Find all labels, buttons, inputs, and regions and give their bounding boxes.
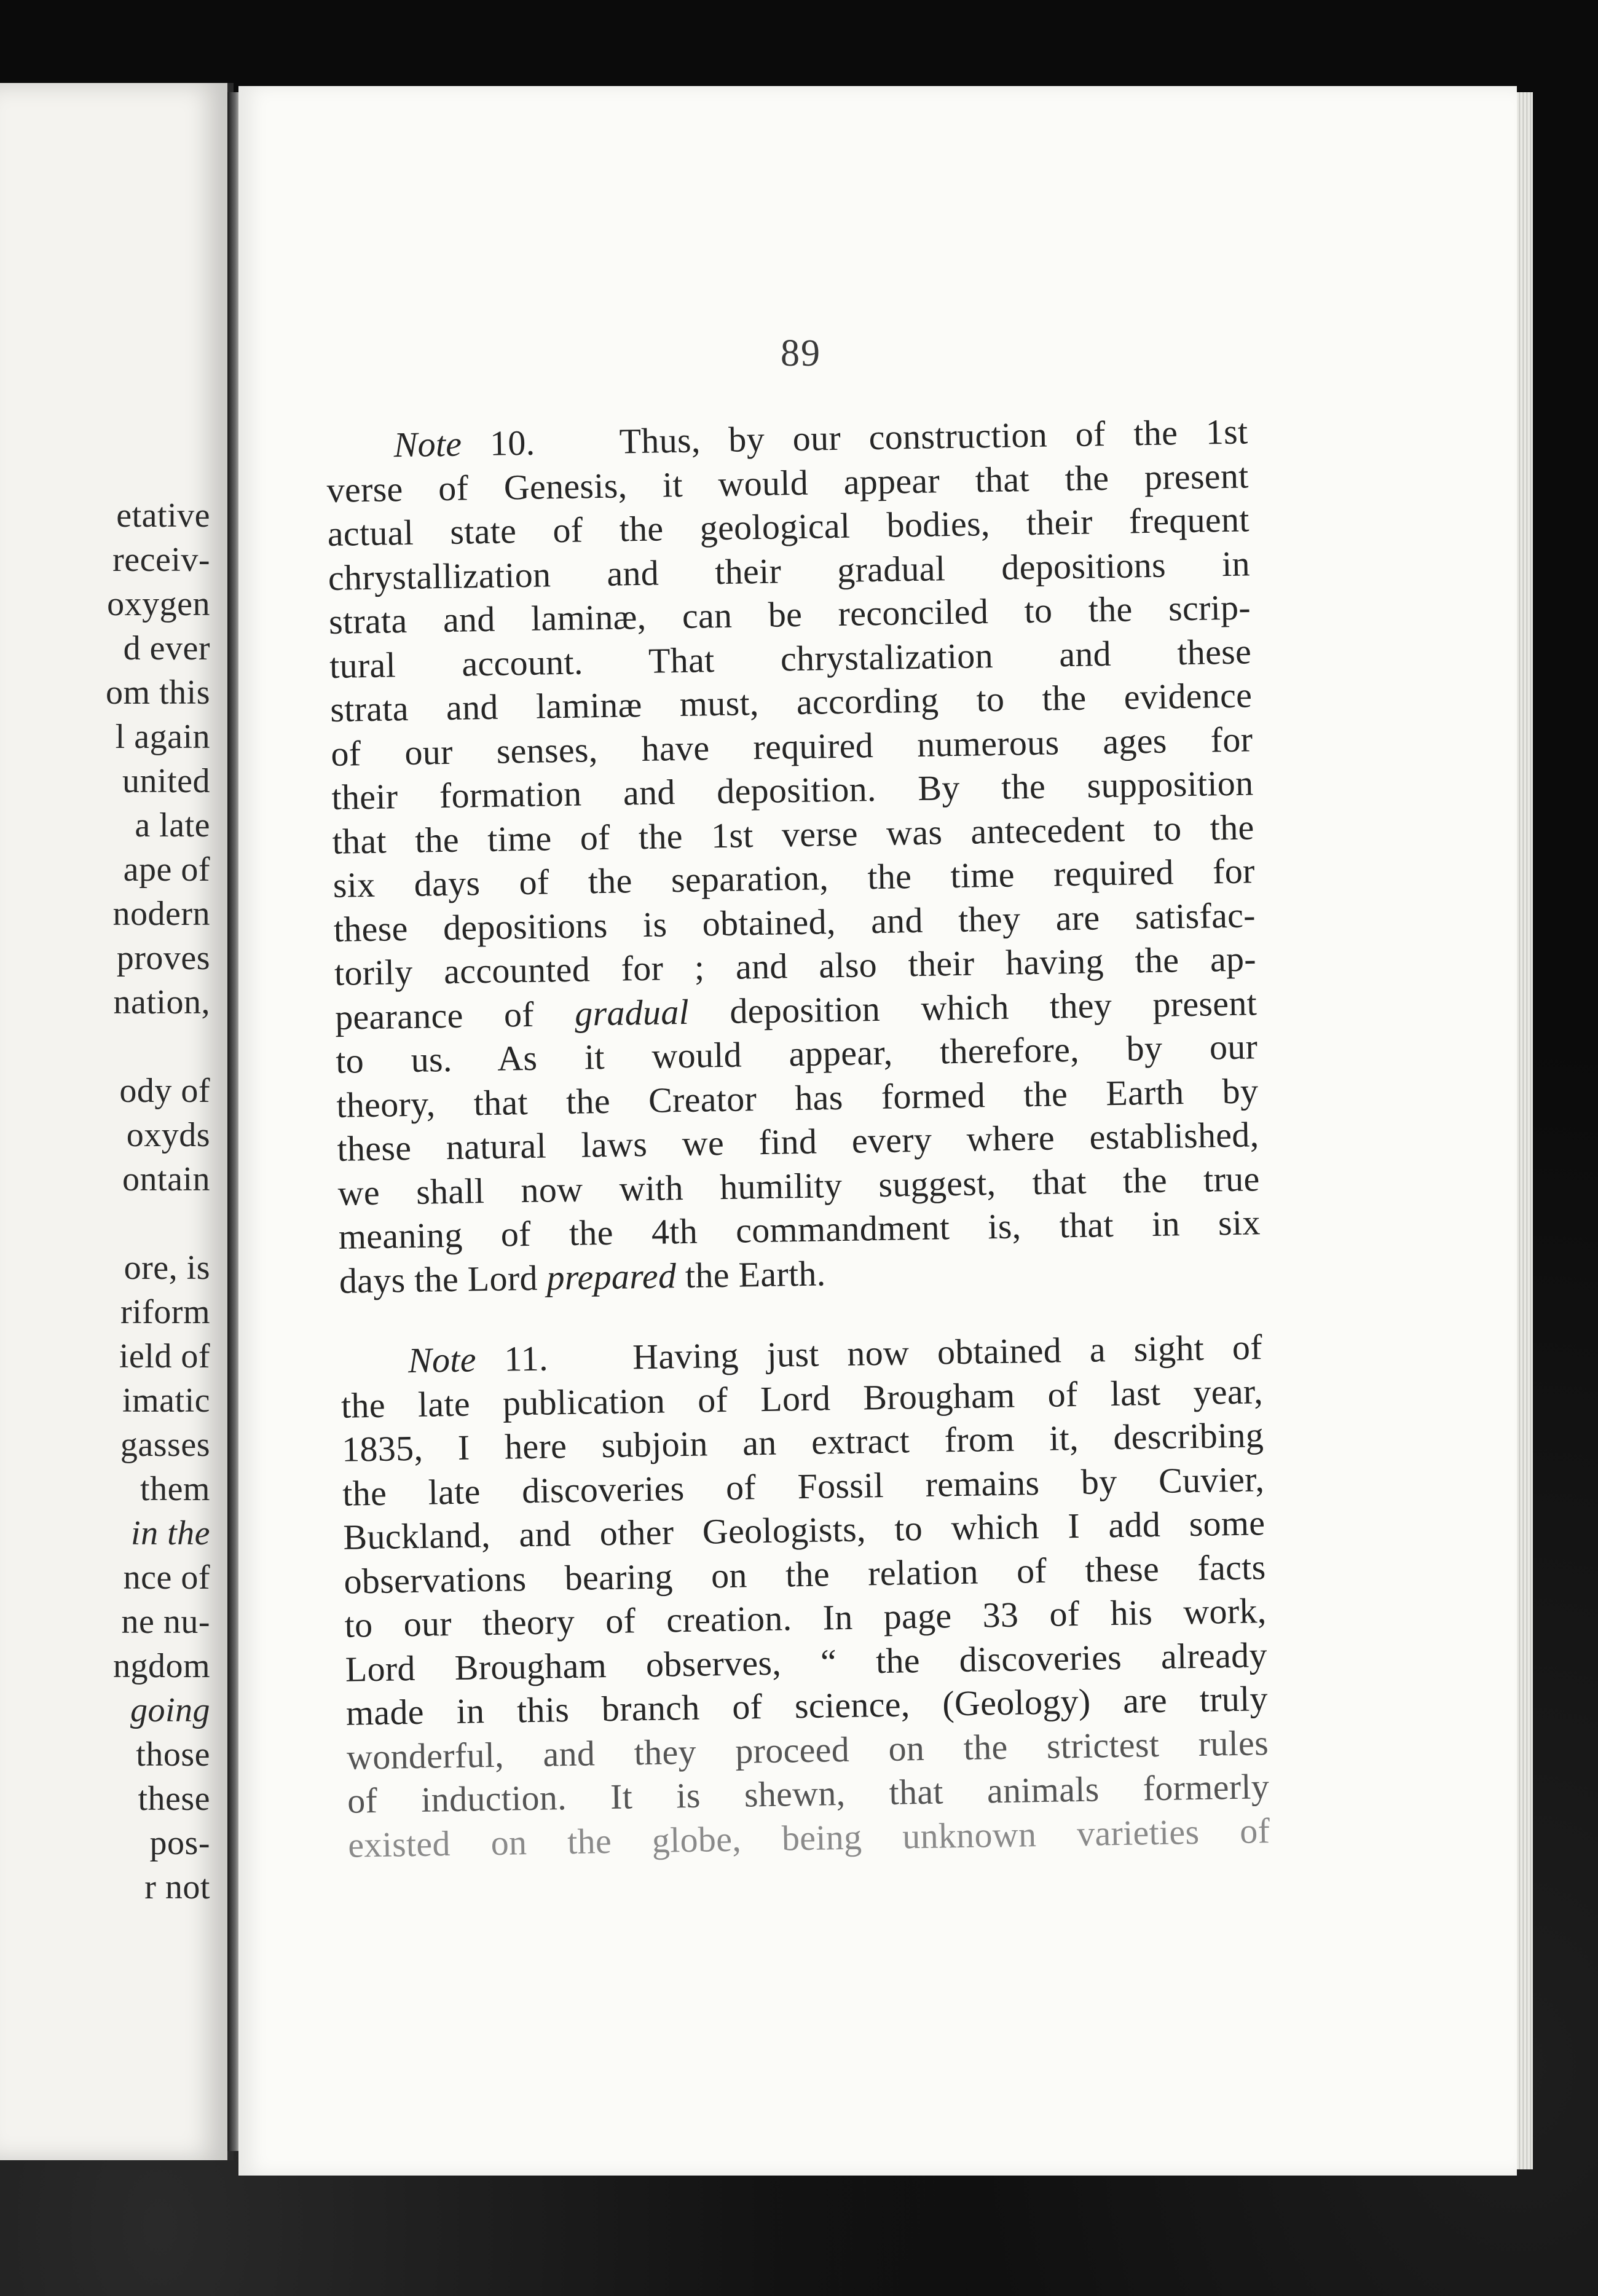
facing-line: ore, is	[124, 1249, 210, 1287]
text-line: of our senses, have required numerous ages for	[330, 718, 1253, 774]
text-line: their formation and deposition. By the supposition	[331, 763, 1254, 817]
facing-line: etative	[116, 497, 210, 535]
facing-page-fragment	[0, 83, 234, 2160]
text-line: to us. As it would appear, therefore, by our	[335, 1026, 1258, 1081]
facing-line: receiv-	[112, 541, 210, 579]
facing-line: nce of	[123, 1559, 210, 1597]
page-number: 89	[781, 332, 821, 374]
note-label: Note	[393, 423, 462, 465]
text-run: the Earth.	[675, 1252, 826, 1295]
facing-line: united	[122, 762, 210, 800]
text-run: pearance of	[334, 993, 575, 1037]
facing-page-text	[106, 493, 210, 1909]
note-number: 11.	[476, 1338, 549, 1380]
text-line: the late discoveries of Fossil remains by Cuvier,	[342, 1458, 1265, 1514]
page-edges	[1517, 92, 1533, 2169]
text-line: these natural laws we find every where established,	[337, 1114, 1259, 1169]
facing-line: these	[138, 1780, 210, 1818]
facing-line: a late	[135, 806, 210, 844]
note-text: Having just now obtained a sight of	[632, 1327, 1263, 1377]
text-line: Buckland, and other Geologists, to which I add some	[342, 1503, 1265, 1557]
facing-line: in the	[131, 1514, 210, 1552]
text-line: tural account. That chrystalization and these	[329, 631, 1252, 686]
text-line: to our theory of creation. In page 33 of his work,	[344, 1590, 1267, 1645]
facing-line: ngdom	[112, 1647, 210, 1685]
text-line: that the time of the 1st verse was antecedent to the	[332, 806, 1254, 862]
text-line: made in this branch of science, (Geology) are truly	[345, 1678, 1269, 1733]
text-line: wonderful, and they proceed on the strictest rules	[346, 1722, 1269, 1777]
text-line: torily accounted for ; and also their having the ap-	[334, 938, 1257, 993]
facing-line: proves	[116, 939, 210, 977]
facing-line: pos-	[149, 1824, 210, 1862]
text-line: theory, that the Creator has formed the Earth by	[336, 1070, 1259, 1125]
italic-word: prepared	[546, 1255, 677, 1298]
page-body	[326, 409, 1270, 1866]
text-line: existed on the globe, being unknown varieties of	[347, 1810, 1270, 1865]
facing-line: oxyds	[126, 1116, 210, 1154]
text-run: deposition which they present	[688, 982, 1258, 1032]
text-line: 1835, I here subjoin an extract from it, describing	[341, 1415, 1264, 1469]
text-line: of induction. It is shewn, that animals formerly	[347, 1766, 1270, 1821]
text-line: strata and laminæ must, according to the evidence	[329, 675, 1253, 729]
facing-line: om this	[106, 674, 210, 712]
note-label: Note	[407, 1339, 477, 1381]
text-line: actual state of the geological bodies, their frequent	[327, 499, 1250, 554]
text-line: observations bearing on the relation of these facts	[344, 1546, 1266, 1602]
text-line: six days of the separation, the time required for	[333, 851, 1256, 905]
facing-line: r not	[144, 1868, 210, 1906]
facing-line: l again	[115, 718, 210, 756]
text-line: Lord Brougham observes, “ the discoveries already	[345, 1634, 1268, 1689]
text-run: days the Lord	[339, 1257, 547, 1301]
facing-line: those	[136, 1736, 210, 1774]
facing-line: nation,	[113, 983, 210, 1021]
facing-line-gap	[106, 1024, 210, 1069]
italic-word: gradual	[574, 991, 690, 1034]
text-line: the late publication of Lord Brougham of last year,	[340, 1370, 1264, 1426]
note-text: Thus, by our construction of the 1st	[619, 411, 1248, 462]
facing-line: riform	[120, 1293, 210, 1331]
facing-line: imatic	[122, 1382, 210, 1420]
text-line: verse of Genesis, it would appear that the present	[326, 455, 1250, 510]
facing-line: ne nu-	[121, 1603, 210, 1641]
facing-line: ield of	[119, 1337, 210, 1375]
facing-line: going	[130, 1691, 210, 1729]
note-number: 10.	[461, 422, 535, 464]
text-line: we shall now with humility suggest, that the true	[337, 1158, 1260, 1213]
facing-line: ontain	[122, 1160, 210, 1198]
facing-line: d ever	[123, 629, 210, 667]
facing-line: ody of	[119, 1072, 210, 1110]
facing-line: gasses	[120, 1426, 210, 1464]
text-line: strata and laminæ, can be reconciled to the scrip-	[328, 587, 1251, 642]
text-line: meaning of the 4th commandment is, that in six	[338, 1202, 1261, 1257]
facing-line: oxygen	[107, 585, 210, 623]
text-line: these depositions is obtained, and they are satisfac-	[333, 894, 1256, 949]
facing-line: them	[140, 1470, 210, 1508]
facing-line-gap	[106, 1201, 210, 1246]
facing-line: nodern	[112, 895, 210, 933]
text-line: chrystallization and their gradual depositions in	[328, 543, 1251, 598]
facing-line: ape of	[123, 851, 210, 889]
